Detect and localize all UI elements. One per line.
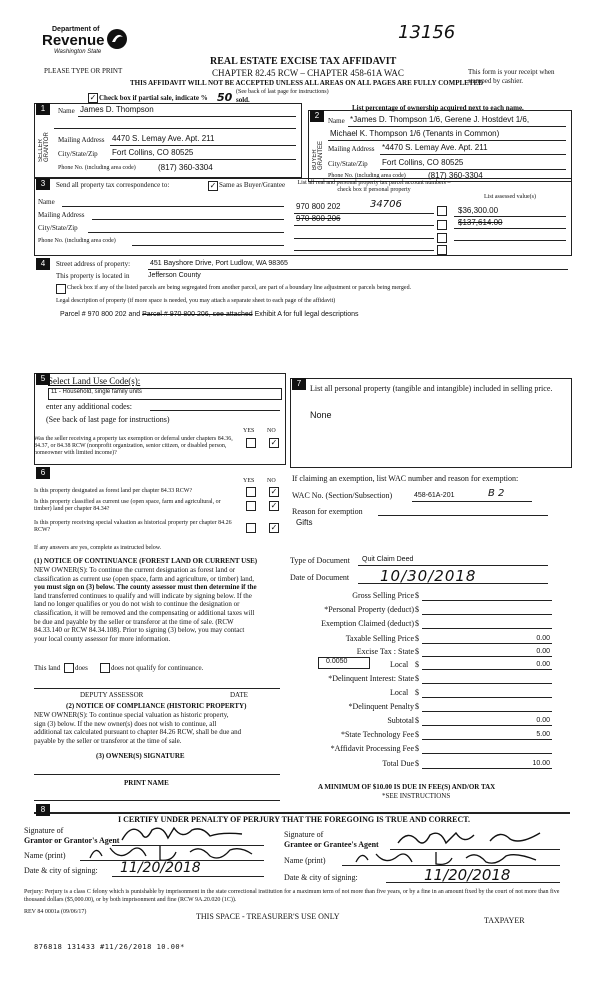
section-4-number: 4 bbox=[36, 258, 50, 270]
located-label: This property is located in bbox=[56, 272, 130, 280]
partial-sale-label: Check box if partial sale, indicate % bbox=[99, 94, 208, 102]
treasurer-stamp: 876818 131433 #11/26/2018 10.00* bbox=[34, 943, 185, 951]
buyer-city-label: City/State/Zip bbox=[328, 160, 368, 168]
s6-q2-yes-checkbox[interactable] bbox=[246, 501, 256, 511]
buyer-phone-label: Phone No. (including area code) bbox=[328, 173, 406, 179]
sold-label: sold. bbox=[236, 96, 250, 104]
partial-sale-checkbox[interactable]: ✓ bbox=[89, 93, 97, 102]
grantor-name-print-label: Name (print) bbox=[24, 851, 66, 860]
correspondence-city-label: City/State/Zip bbox=[38, 224, 78, 232]
doc-date-label: Date of Document bbox=[290, 573, 350, 582]
notice1-line-9: your local county assessor for more information. bbox=[34, 634, 171, 643]
perjury-text: Perjury: Perjury is a class C felony which is punishable by imprisonment in the state correctional institution for a maximum term of not more than five years, or by a fine in an amount fixed by the court of not more than five thousand dollars ($5,000.00), or by both imprisonment and fine (RCW 9A.20.020 (1C)). bbox=[24, 889, 560, 903]
buyer-side-label: BUYER GRANTEE bbox=[312, 140, 324, 170]
delinquent-penalty-dollar: $ bbox=[415, 702, 419, 711]
parcel-2-personal-checkbox[interactable] bbox=[437, 220, 447, 230]
legal-description-label: Legal description of property (if more space is needed, you may attach a separate sheet to each page of the affidavit) bbox=[56, 298, 336, 304]
local-label: Local bbox=[390, 660, 409, 669]
parcel-1-handwritten: 34706 bbox=[370, 199, 402, 210]
delinquent-interest-dollar: $ bbox=[415, 674, 419, 683]
deputy-assessor-label: DEPUTY ASSESSOR bbox=[80, 691, 144, 699]
ownership-note: List percentage of ownership acquired next to each name. bbox=[352, 104, 524, 112]
notice1-line-4: land transferred continues to qualify and will indicate by signing below. If the bbox=[34, 591, 252, 600]
same-as-buyer-checkbox[interactable]: ✓ bbox=[209, 181, 217, 190]
buyer-name-label: Name bbox=[328, 117, 345, 125]
parcel-header: List all real and personal property tax parcel account numbers – check box if personal property bbox=[297, 180, 451, 193]
notice-compliance-title: (2) NOTICE OF COMPLIANCE (HISTORIC PROPERTY) bbox=[66, 702, 247, 710]
excise-state-label: Excise Tax : State bbox=[356, 647, 414, 656]
seller-phone-label: Phone No. (including area code) bbox=[58, 165, 136, 171]
personal-deduct-dollar: $ bbox=[415, 605, 419, 614]
excise-state-value[interactable]: 0.00 bbox=[536, 648, 550, 655]
tech-fee-label: *State Technology Fee bbox=[340, 730, 414, 739]
parcel-1-field[interactable]: 970 800 202 bbox=[296, 202, 341, 211]
see-instructions-note: *SEE INSTRUCTIONS bbox=[382, 792, 451, 800]
grantee-date-line bbox=[386, 882, 560, 883]
correspondence-mailing-line[interactable] bbox=[92, 219, 284, 220]
form-title: REAL ESTATE EXCISE TAX AFFIDAVIT bbox=[210, 56, 397, 67]
seller-name-label: Name bbox=[58, 107, 75, 115]
additional-codes-label: enter any additional codes: bbox=[46, 402, 132, 411]
logo-department: Department of bbox=[52, 26, 100, 33]
local-rate-value: 0.0050 bbox=[326, 658, 348, 665]
doc-date-field[interactable]: 10/30/2018 bbox=[380, 567, 477, 585]
reason-field[interactable]: Gifts bbox=[296, 518, 313, 527]
land-does-checkbox[interactable] bbox=[64, 663, 74, 673]
affidavit-fee-line[interactable] bbox=[422, 753, 552, 754]
subtotal-line bbox=[422, 725, 552, 726]
total-due-dollar: $ bbox=[415, 759, 419, 768]
legal-description-field[interactable] bbox=[60, 311, 359, 318]
seller-mailing-line bbox=[110, 145, 296, 146]
revenue-logo bbox=[42, 26, 132, 58]
land-does-not-checkbox[interactable] bbox=[100, 663, 110, 673]
notice1-line-7: be due and payable by the seller or transferor at the time of sale. (RCW bbox=[34, 617, 234, 626]
correspondence-city-line[interactable] bbox=[88, 232, 284, 233]
taxable-price-line bbox=[422, 643, 552, 644]
owner-signature-label: (3) OWNER(S) SIGNATURE bbox=[96, 752, 185, 760]
seller-mailing-field[interactable]: 4470 S. Lemay Ave. Apt. 211 bbox=[112, 134, 215, 143]
subtotal-dollar: $ bbox=[415, 716, 419, 725]
reason-line bbox=[378, 515, 548, 516]
parcel-2-field[interactable]: 970 800 206 bbox=[296, 214, 341, 223]
logo-mark-icon bbox=[106, 28, 128, 50]
parcel-4-personal-checkbox[interactable] bbox=[437, 245, 447, 255]
parcel-2-line bbox=[294, 225, 434, 226]
assessed-3-line[interactable] bbox=[454, 240, 566, 241]
tech-fee-value[interactable]: 5.00 bbox=[536, 731, 550, 738]
total-due-value[interactable]: 10.00 bbox=[532, 760, 550, 767]
seller-city-line bbox=[110, 159, 296, 160]
exemption-deduct-label: Exemption Claimed (deduct) bbox=[321, 619, 414, 628]
tech-fee-dollar: $ bbox=[415, 730, 419, 739]
logo-state: Washington State bbox=[54, 49, 102, 55]
taxable-price-value[interactable]: 0.00 bbox=[536, 635, 550, 642]
forest-land-question: Is this property designated as forest land per chapter 84.33 RCW? bbox=[34, 488, 193, 494]
notice-continuance-title: (1) NOTICE OF CONTINUANCE (FOREST LAND OR CURRENT USE) bbox=[34, 557, 258, 565]
logo-revenue: Revenue bbox=[42, 32, 105, 49]
s5-yes-header: YES bbox=[243, 428, 255, 434]
gross-dollar: $ bbox=[415, 591, 419, 600]
land-use-value: 11 - Household, single family units bbox=[51, 389, 142, 395]
local-dollar: $ bbox=[415, 660, 419, 669]
reason-label: Reason for exemption bbox=[292, 507, 363, 516]
segregated-checkbox[interactable] bbox=[56, 284, 66, 294]
s6-q2-no-checkbox[interactable]: ✓ bbox=[270, 501, 278, 510]
current-use-question: Is this property classified as current use (open space, farm and agricultural, or timber) land per chapter 84.34? bbox=[34, 499, 221, 512]
assessed-header: List assessed value(s) bbox=[484, 194, 536, 200]
parcel-4-line[interactable] bbox=[294, 250, 434, 251]
section-7-number: 7 bbox=[292, 378, 306, 390]
section-5-number: 5 bbox=[36, 373, 50, 385]
s6-q3-yes-checkbox[interactable] bbox=[246, 523, 256, 533]
s6-q3-no-checkbox[interactable]: ✓ bbox=[270, 523, 278, 532]
perjury-note bbox=[24, 888, 576, 904]
notice2-line-4: payable by the seller or transferor at the time of sale. bbox=[34, 736, 182, 745]
notice-compliance-body bbox=[34, 711, 241, 745]
send-to-label: Send all property tax correspondence to: bbox=[56, 181, 170, 189]
grantee-date-city-label: Date & city of signing: bbox=[284, 873, 358, 882]
same-as-buyer-label: Same as Buyer/Grantee bbox=[219, 181, 286, 189]
handwritten-id: 13156 bbox=[398, 22, 456, 43]
notice1-line-5: land no longer qualifies or you do not wish to continue the designation or bbox=[34, 600, 240, 609]
notice2-line-2: sign (3) below. If the new owner(s) does not wish to continue, all bbox=[34, 719, 217, 728]
buyer-mailing-line bbox=[380, 154, 566, 155]
if-yes-note: If any answers are yes, complete as instructed below. bbox=[34, 545, 162, 551]
notice2-line-1: NEW OWNER(S): To continue special valuation as historic property, bbox=[34, 711, 229, 719]
buyer-name-line bbox=[348, 126, 566, 127]
doc-type-field[interactable]: Quit Claim Deed bbox=[362, 556, 414, 563]
grantor-sig-label-2: Grantor or Grantor's Agent bbox=[24, 836, 120, 845]
notice1-line-3: you must sign on (3) below. The county assessor must then determine if the bbox=[34, 583, 257, 592]
parcel-3-personal-checkbox[interactable] bbox=[437, 233, 447, 243]
gross-price-line[interactable] bbox=[422, 600, 552, 601]
seller-name-line bbox=[78, 116, 296, 117]
additional-codes-line[interactable] bbox=[150, 410, 280, 411]
street-address-line bbox=[148, 269, 568, 270]
delinquent-interest-line[interactable] bbox=[422, 683, 552, 684]
affidavit-fee-dollar: $ bbox=[415, 744, 419, 753]
assessed-2-line bbox=[454, 228, 566, 229]
personal-deduct-line[interactable] bbox=[422, 614, 552, 615]
buyer-name-field-2[interactable]: Michael K. Thompson 1/6 (Tenants in Common) bbox=[330, 129, 500, 138]
grantor-sig-label-1: Signature of bbox=[24, 826, 64, 835]
tech-fee-line bbox=[422, 739, 552, 740]
subtotal-value[interactable]: 0.00 bbox=[536, 717, 550, 724]
doc-type-label: Type of Document bbox=[290, 556, 350, 565]
print-name-label: PRINT NAME bbox=[124, 779, 169, 787]
exemption-question: Was the seller receiving a property tax exemption or deferral under chapters 84.36, 84.37, or 84.38 RCW (nonprofit organization, senior citizen, or disabled person, homeowner with limited income)? bbox=[34, 436, 233, 456]
section-2-number: 2 bbox=[310, 110, 324, 122]
taxable-price-label: Taxable Selling Price bbox=[345, 634, 414, 643]
wac-line bbox=[412, 501, 532, 502]
grantor-date-field[interactable]: 11/20/2018 bbox=[120, 860, 201, 876]
parcel-3-line[interactable] bbox=[294, 238, 434, 239]
wac-field[interactable]: 458-61A-201 bbox=[414, 492, 455, 499]
deputy-date-label: DATE bbox=[230, 691, 248, 699]
correspondence-name-line[interactable] bbox=[62, 206, 284, 207]
grantee-sig-label-1: Signature of bbox=[284, 830, 324, 839]
buyer-name-line-2 bbox=[328, 140, 566, 141]
notice-continuance-body bbox=[34, 566, 257, 643]
delinquent-penalty-label: *Delinquent Penalty bbox=[348, 702, 414, 711]
land-use-label: Select Land Use Code(s): bbox=[48, 376, 141, 386]
delinquent-local-label: Local bbox=[390, 688, 409, 697]
personal-property-value[interactable]: None bbox=[310, 410, 332, 420]
taxpayer-label: TAXPAYER bbox=[484, 916, 525, 925]
form-chapter: CHAPTER 82.45 RCW – CHAPTER 458-61A WAC bbox=[212, 68, 404, 78]
legal-description-c: Exhibit A for full legal descriptions bbox=[254, 311, 359, 318]
receipt-note: This form is your receipt when stamped by cashier. bbox=[468, 68, 555, 85]
correspondence-phone-line[interactable] bbox=[132, 245, 284, 246]
correspondence-phone-label: Phone No. (including area code) bbox=[38, 238, 116, 244]
section-8-top-rule bbox=[34, 812, 570, 814]
excise-state-line bbox=[422, 656, 552, 657]
this-land-label: This land bbox=[34, 664, 61, 672]
buyer-city-field[interactable]: Fort Collins, CO 80525 bbox=[382, 158, 464, 167]
form-warning: THIS AFFIDAVIT WILL NOT BE ACCEPTED UNLESS ALL AREAS ON ALL PAGES ARE FULLY COMPLETED bbox=[130, 79, 484, 87]
grantor-date-line bbox=[112, 876, 264, 877]
notice1-line-8: 84.33.140 or RCW 84.34.108). Prior to signing (3) below, you may contact bbox=[34, 626, 245, 635]
buyer-mailing-label: Mailing Address bbox=[328, 145, 375, 153]
buyer-phone-field[interactable]: (817) 360-3304 bbox=[428, 171, 483, 180]
certify-statement: I CERTIFY UNDER PENALTY OF PERJURY THAT THE FOREGOING IS TRUE AND CORRECT. bbox=[118, 815, 471, 824]
print-name-line[interactable] bbox=[34, 800, 280, 801]
local-tax-value[interactable]: 0.00 bbox=[536, 661, 550, 668]
please-type: PLEASE TYPE OR PRINT bbox=[44, 67, 123, 75]
assessed-value-1[interactable]: $36,300.00 bbox=[458, 206, 499, 215]
exemption-deduct-line[interactable] bbox=[422, 628, 552, 629]
doc-type-line bbox=[358, 565, 548, 566]
street-address-label: Street address of property: bbox=[56, 260, 131, 268]
notice1-line-6: classification, it will be removed and the compensating or additional taxes will bbox=[34, 608, 255, 617]
doc-date-line bbox=[358, 583, 548, 584]
grantee-date-field[interactable]: 11/20/2018 bbox=[424, 866, 511, 884]
total-due-line bbox=[422, 768, 552, 769]
s6-yes-header: YES bbox=[243, 478, 255, 484]
notice1-line-2: classification as current use (open space, farm and agriculture, or timber) land, bbox=[34, 574, 255, 583]
minimum-fee-note: A MINIMUM OF $10.00 IS DUE IN FEE(S) AND/OR TAX bbox=[318, 783, 496, 791]
notice2-line-3: additional tax calculated pursuant to chapter 84.26 RCW, shall be due and bbox=[34, 728, 242, 737]
historic-question: Is this property receiving special valuation as historical property per chapter 84.26 RCW? bbox=[34, 520, 232, 533]
s5-q1-no-checkbox[interactable]: ✓ bbox=[270, 438, 278, 447]
land-does-label: does bbox=[75, 664, 88, 672]
section-6-number: 6 bbox=[36, 467, 50, 479]
assessed-value-2[interactable]: $137,614.00 bbox=[458, 218, 503, 227]
section-8-number: 8 bbox=[36, 804, 50, 816]
s6-q1-yes-checkbox[interactable] bbox=[246, 487, 256, 497]
personal-property-label: List all personal property (tangible and intangible) included in selling price. bbox=[310, 384, 553, 393]
s6-q1-no-checkbox[interactable]: ✓ bbox=[270, 487, 278, 496]
exemption-deduct-dollar: $ bbox=[415, 619, 419, 628]
delinquent-interest-label: *Delinquent Interest: State bbox=[328, 674, 414, 683]
owner-signature-line[interactable] bbox=[34, 774, 280, 775]
segregated-label: Check box if any of the listed parcels are being segregated from another parcel, are part of a boundary line adjustment or parcels being merged. bbox=[67, 285, 412, 291]
deputy-assessor-line[interactable] bbox=[34, 688, 280, 689]
total-due-label: Total Due bbox=[382, 759, 414, 768]
assessed-1-line bbox=[454, 216, 566, 217]
grantee-name-print-label: Name (print) bbox=[284, 856, 326, 865]
see-back-instructions: (See back of last page for instructions) bbox=[236, 89, 329, 95]
seller-name-field[interactable]: James D. Thompson bbox=[80, 105, 154, 114]
form-revision: REV 84 0001a (09/06/17) bbox=[24, 909, 87, 915]
parcel-1-personal-checkbox[interactable] bbox=[437, 206, 447, 216]
delinquent-local-dollar: $ bbox=[415, 688, 419, 697]
gross-price-label: Gross Selling Price bbox=[352, 591, 414, 600]
local-tax-line bbox=[422, 669, 552, 670]
delinquent-local-line[interactable] bbox=[422, 697, 552, 698]
seller-phone-field[interactable]: (817) 360-3304 bbox=[158, 163, 213, 172]
grantor-date-city-label: Date & city of signing: bbox=[24, 866, 98, 875]
legal-description-a: Parcel # 970 800 202 and bbox=[60, 311, 141, 318]
affidavit-fee-label: *Affidavit Processing Fee bbox=[330, 744, 414, 753]
subtotal-label: Subtotal bbox=[387, 716, 414, 725]
legal-description-b: Parcel # 970 800 206, see attached bbox=[142, 311, 253, 318]
notice1-line-1: NEW OWNER(S): To continue the current designation as forest land or bbox=[34, 566, 236, 574]
correspondence-mailing-label: Mailing Address bbox=[38, 211, 85, 219]
land-use-see-back: (See back of last page for instructions) bbox=[46, 415, 170, 424]
street-address-field[interactable]: 451 Bayshore Drive, Port Ludlow, WA 98365 bbox=[150, 260, 288, 267]
partial-sale-percent[interactable]: 50 bbox=[217, 91, 233, 104]
buyer-city-line bbox=[380, 169, 566, 170]
section-1-number: 1 bbox=[36, 103, 50, 115]
taxable-dollar: $ bbox=[415, 634, 419, 643]
buyer-mailing-field[interactable]: *4470 S. Lemay Ave. Apt. 211 bbox=[382, 143, 488, 152]
s5-q1-yes-checkbox[interactable] bbox=[246, 438, 256, 448]
wac-handwritten: B 2 bbox=[488, 488, 505, 499]
wac-label: WAC No. (Section/Subsection) bbox=[292, 491, 393, 500]
exemption-header: If claiming an exemption, list WAC number and reason for exemption: bbox=[292, 474, 519, 483]
s5-no-header: NO bbox=[267, 428, 276, 434]
seller-mailing-label: Mailing Address bbox=[58, 136, 105, 144]
delinquent-penalty-line[interactable] bbox=[422, 711, 552, 712]
grantee-sig-label-2: Grantee or Grantee's Agent bbox=[284, 840, 379, 849]
seller-city-field[interactable]: Fort Collins, CO 80525 bbox=[112, 148, 194, 157]
seller-city-label: City/State/Zip bbox=[58, 150, 98, 158]
s6-no-header: NO bbox=[267, 478, 276, 484]
land-does-not-label: does not qualify for continuance. bbox=[111, 664, 204, 672]
personal-deduct-label: *Personal Property (deduct) bbox=[324, 605, 414, 614]
excise-state-dollar: $ bbox=[415, 647, 419, 656]
seller-name-line-2 bbox=[54, 128, 296, 129]
buyer-name-field-1[interactable]: *James D. Thompson 1/6, Gerene J. Hostdevt 1/6, bbox=[350, 115, 530, 124]
correspondence-name-label: Name bbox=[38, 198, 55, 206]
treasurer-use-label: THIS SPACE - TREASURER'S USE ONLY bbox=[196, 912, 340, 921]
county-field[interactable]: Jefferson County bbox=[148, 272, 201, 279]
seller-side-label: SELLER GRANTOR bbox=[38, 132, 50, 162]
section-3-number: 3 bbox=[36, 178, 50, 190]
